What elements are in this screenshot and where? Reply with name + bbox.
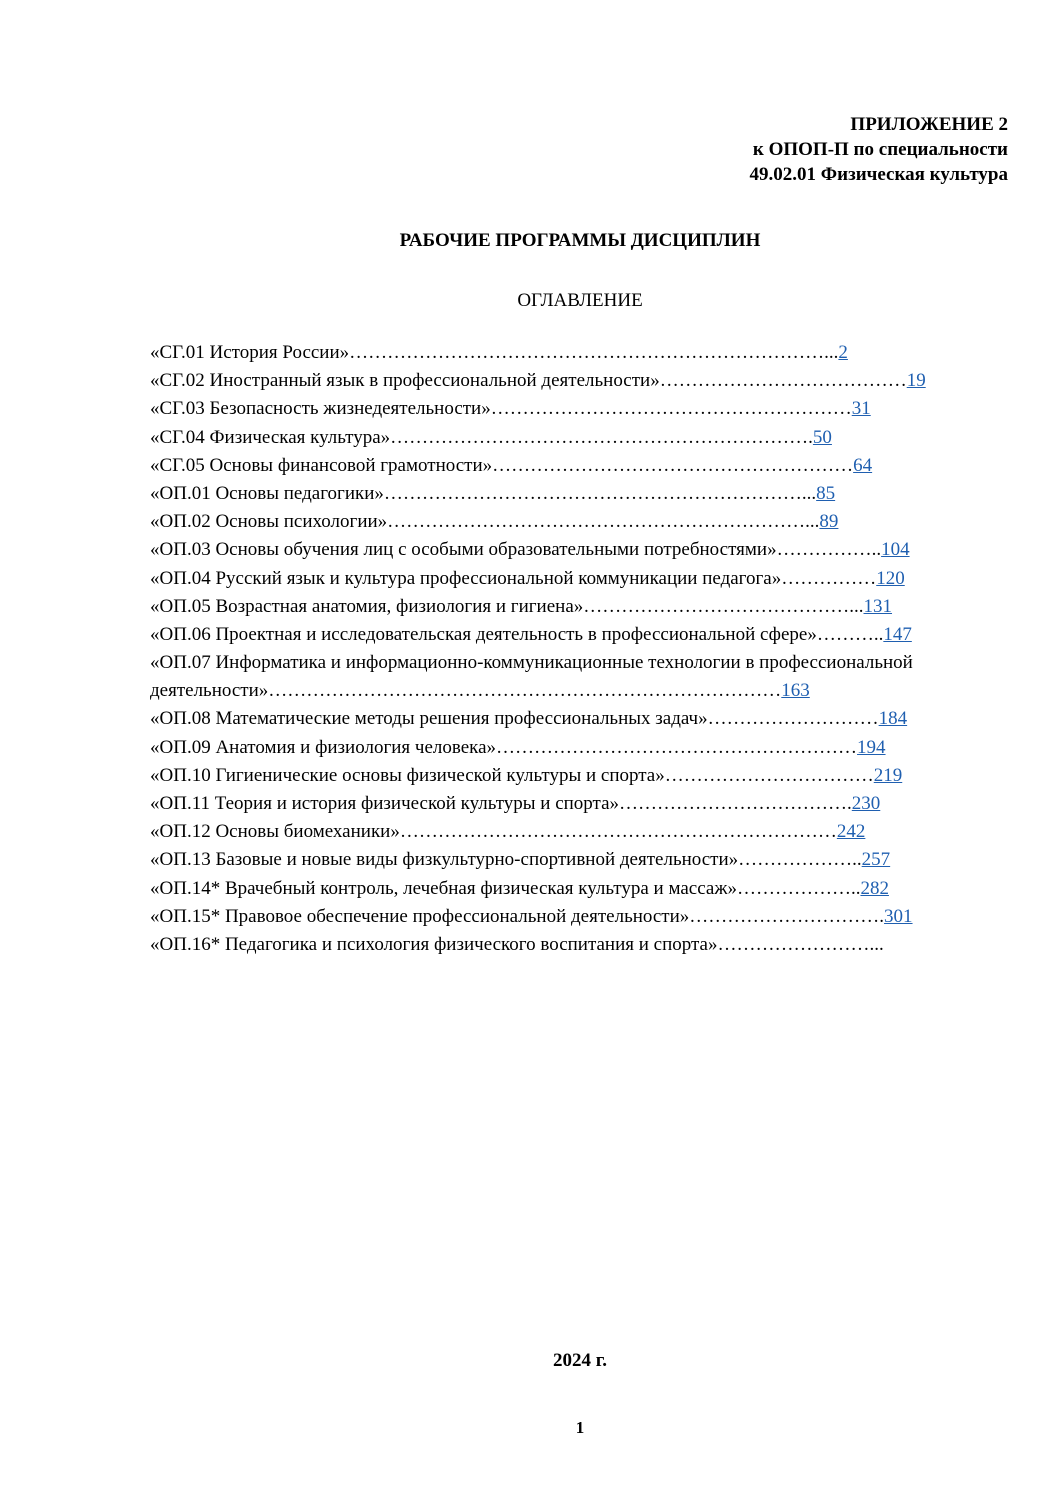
toc-entry-leader: ………………………………. (619, 793, 852, 814)
toc-entry-label: «ОП.05 Возрастная анатомия, физиология и гигиена» (150, 595, 584, 617)
toc-entry-leader: …………… (781, 567, 877, 589)
toc-entry-page-link[interactable]: 257 (861, 849, 891, 871)
toc-entry-leader: …………………………… (664, 764, 874, 786)
toc-entry-label: «ОП.04 Русский язык и культура профессиональной коммуникации педагога» (150, 567, 782, 589)
toc-entry-page-link[interactable]: 219 (873, 764, 903, 786)
toc-entry (150, 734, 1010, 762)
toc-entry-label: «ОП.12 Основы биомеханики» (150, 821, 400, 843)
toc-entry-leader: ………………………………………………… (490, 398, 852, 420)
toc-entry-leader: ……………….. (738, 849, 862, 871)
toc-entry-page-link[interactable]: 131 (863, 595, 893, 617)
toc-entry-label: «СГ.04 Физическая культура» (150, 426, 391, 448)
toc-entry (150, 621, 1010, 649)
toc-entry-page-link[interactable]: 163 (781, 680, 810, 702)
toc-entry (150, 875, 1010, 903)
document-title: РАБОЧИЕ ПРОГРАММЫ ДИСЦИПЛИН (399, 230, 761, 251)
toc-entry-label: «ОП.08 Математические методы решения профессиональных задач» (150, 708, 708, 730)
toc-entry-page-link[interactable]: 31 (851, 398, 871, 420)
toc-entry-page-link[interactable]: 85 (816, 482, 836, 504)
toc-entry-page-link[interactable]: 184 (878, 708, 908, 730)
toc-entry (150, 790, 1010, 818)
toc-entry-leader: ………………………………………………… (496, 736, 858, 758)
appendix-line-2: к ОПОП-П по специальности (752, 139, 1008, 160)
toc-entry (150, 846, 1010, 874)
toc-entry (150, 903, 1010, 931)
toc-entry-page-link[interactable]: 89 (819, 511, 839, 533)
toc-entry-page-link[interactable]: 282 (860, 877, 889, 899)
toc-entry (150, 931, 1010, 959)
toc-entry-leader: ……………………... (717, 933, 884, 955)
toc-entry-label: «ОП.14* Врачебный контроль, лечебная физическая культура и массаж» (150, 877, 737, 899)
toc-entry-label: «СГ.02 Иностранный язык в профессиональной деятельности» (150, 370, 660, 392)
toc-entry (150, 424, 1010, 452)
toc-entry (150, 508, 1010, 536)
toc-entry-leader: …………………………. (689, 905, 885, 927)
toc-entry-label: «ОП.09 Анатомия и физиология человека» (150, 736, 497, 758)
toc-entry (150, 565, 1010, 593)
toc-entry-label: «ОП.10 Гигиенические основы физической культуры и спорта» (150, 764, 665, 786)
toc-entry-leader: …………….. (776, 539, 882, 561)
toc-entry-page-link[interactable]: 104 (881, 539, 910, 561)
table-of-contents (150, 339, 1010, 959)
toc-entry-label: «ОП.07 Информатика и информационно-коммуникационные технологии в профессиональной (150, 652, 913, 674)
toc-entry-label: «СГ.01 История России» (150, 342, 350, 363)
toc-entry-label: «ОП.15* Правовое обеспечение профессиональной деятельности» (150, 905, 690, 927)
toc-entry (150, 818, 1010, 846)
appendix-header (750, 112, 1008, 187)
toc-entry-page-link[interactable]: 64 (853, 454, 873, 476)
toc-entry (150, 677, 1010, 705)
appendix-line-1: ПРИЛОЖЕНИЕ 2 (850, 114, 1008, 135)
toc-entry-leader: ……………….. (736, 877, 861, 899)
toc-entry (150, 367, 1010, 395)
toc-entry-page-link[interactable]: 147 (883, 623, 912, 645)
toc-entry-label: «ОП.16* Педагогика и психология физического воспитания и спорта» (150, 933, 718, 955)
toc-entry-page-link[interactable]: 230 (851, 793, 881, 814)
toc-entry (150, 339, 1010, 367)
toc-entry-leader: …………………………………………………………... (383, 482, 817, 504)
toc-entry-page-link[interactable]: 194 (857, 736, 886, 758)
toc-entry (150, 536, 1010, 564)
toc-entry-leader: …………………………………………………………. (390, 426, 813, 448)
toc-entry-leader: …………………………………………………………… (399, 821, 837, 843)
toc-entry (150, 452, 1010, 480)
toc-entry-page-link[interactable]: 120 (876, 567, 905, 589)
toc-heading: ОГЛАВЛЕНИЕ (517, 290, 643, 311)
toc-entry-page-link[interactable]: 242 (836, 821, 866, 843)
toc-entry (150, 705, 1010, 733)
toc-entry (150, 395, 1010, 423)
toc-entry-leader: ……………………………………………………………………… (268, 680, 782, 702)
toc-entry-label: «СГ.05 Основы финансовой грамотности» (150, 454, 493, 476)
toc-entry-label: «ОП.13 Базовые и новые виды физкультурно-спортивной деятельности» (150, 849, 739, 871)
toc-entry-leader: ………………………………… (659, 370, 907, 392)
toc-entry-label: «ОП.01 Основы педагогики» (150, 482, 384, 504)
toc-entry-page-link[interactable]: 19 (906, 370, 926, 392)
toc-entry-label: «СГ.03 Безопасность жизнедеятельности» (150, 398, 491, 420)
toc-entry-leader: ……………………………………... (583, 595, 864, 617)
toc-entry-label: деятельности» (150, 680, 269, 702)
toc-entry (150, 762, 1010, 790)
toc-entry-leader: ……….. (816, 623, 884, 645)
toc-entry-page-link[interactable]: 301 (884, 905, 913, 927)
toc-entry-label: «ОП.06 Проектная и исследовательская деятельность в профессиональной сфере» (150, 623, 817, 645)
toc-entry-leader: ……………………… (707, 708, 879, 730)
toc-entry-label: «ОП.02 Основы психологии» (150, 511, 388, 533)
toc-entry-page-link[interactable]: 50 (812, 426, 832, 448)
toc-entry (150, 593, 1010, 621)
toc-entry (150, 480, 1010, 508)
toc-entry-page-link[interactable]: 2 (838, 342, 848, 363)
toc-entry-leader: ………………………………………………… (492, 454, 854, 476)
toc-entry-label: «ОП.03 Основы обучения лиц с особыми образовательными потребностями» (150, 539, 777, 561)
appendix-line-3: 49.02.01 Физическая культура (749, 164, 1008, 185)
toc-entry-leader: …………………………………………………………... (387, 511, 820, 533)
page-number: 1 (575, 1418, 585, 1437)
toc-entry (150, 649, 1010, 677)
document-year: 2024 г. (553, 1350, 607, 1371)
toc-entry-label: «ОП.11 Теория и история физической культуры и спорта» (150, 793, 620, 814)
toc-entry-leader: …………………………………………………………………... (349, 342, 839, 363)
